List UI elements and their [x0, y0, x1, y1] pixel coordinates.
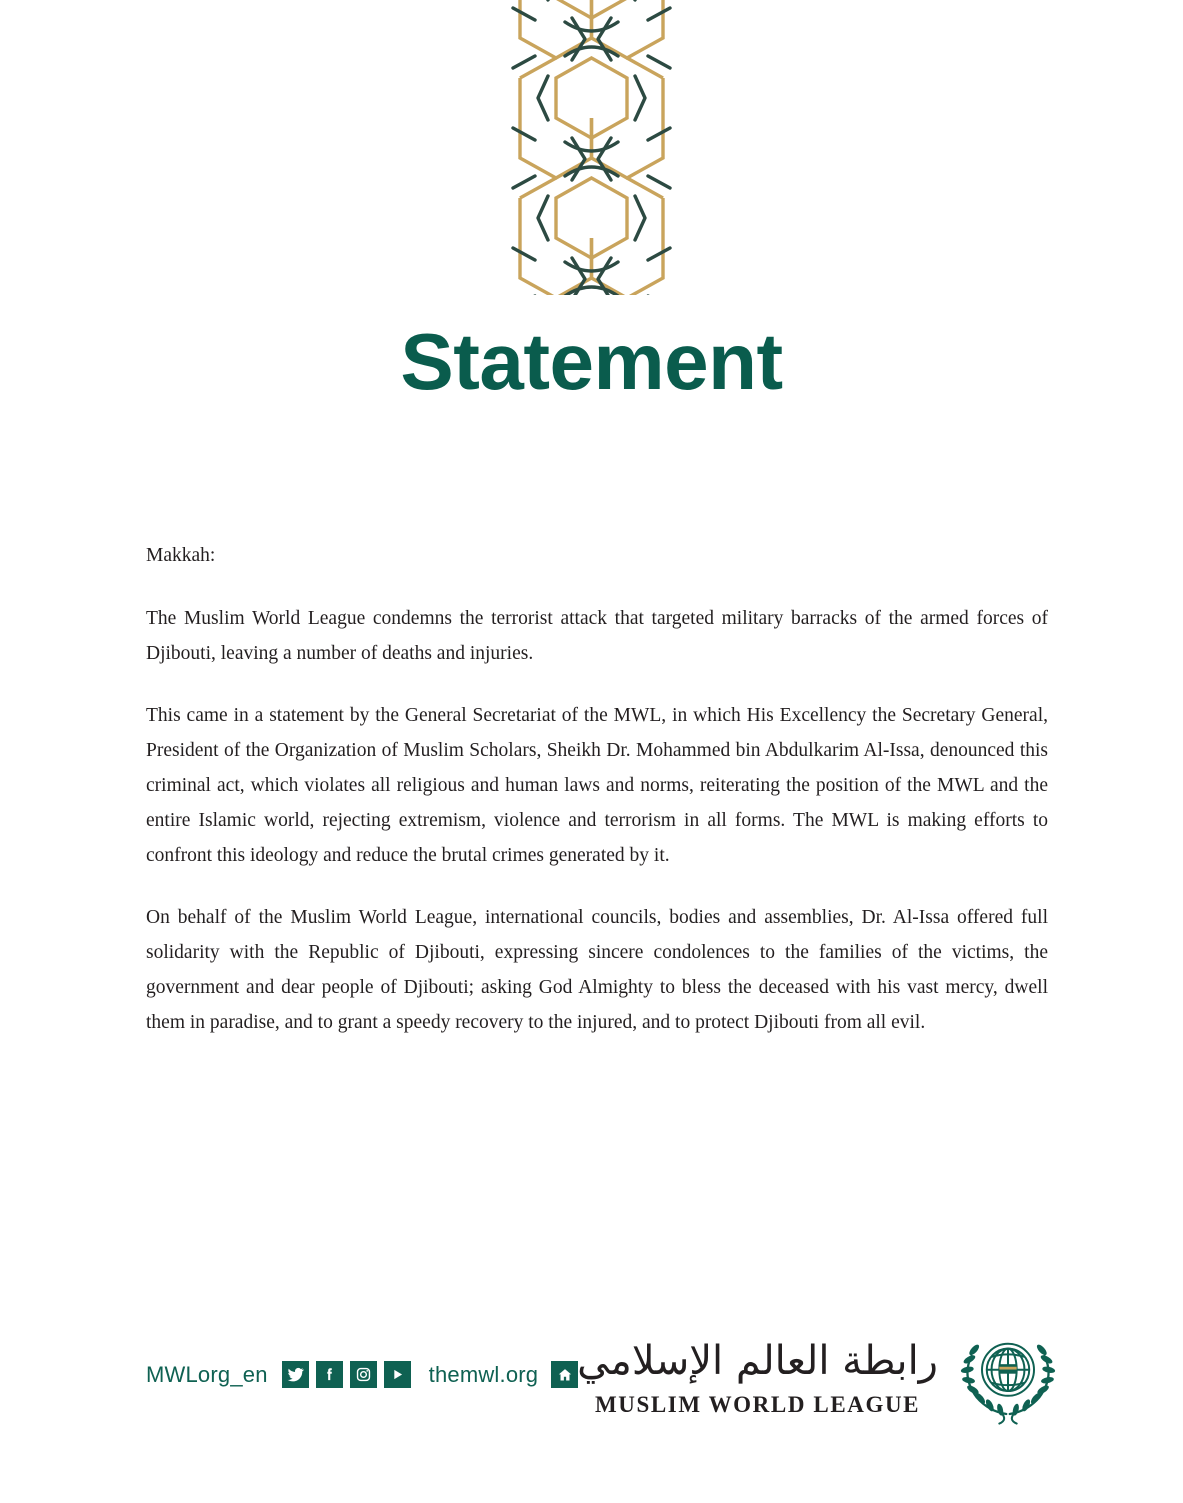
logo-wordmark	[577, 1332, 938, 1418]
twitter-icon[interactable]	[282, 1361, 309, 1388]
statement-paragraph-2: This came in a statement by the General Secretariat of the MWL, in which His Excellency the Secretary General, President of the Organization of Muslim Scholars, Sheikh Dr. Mohammed bin Abdulkarim Al-Issa, denounced this criminal act, which violates all religious and human laws and norms, reiterating the position of the MWL and the entire Islamic world, rejecting extremism, violence and terrorism in all forms. The MWL is making efforts to confront this ideology and reduce the brutal crimes generated by it.	[146, 705, 1048, 866]
statement-paragraph-1: The Muslim World League condemns the terrorist attack that targeted military barracks of the armed forces of Djibouti, leaving a number of deaths and injuries.	[146, 608, 1048, 664]
home-icon[interactable]	[551, 1361, 578, 1388]
globe-laurel-kaaba-emblem	[956, 1323, 1060, 1427]
social-handle: MWLorg_en	[146, 1361, 268, 1387]
islamic-geometric-pattern-svg	[0, 0, 1183, 300]
youtube-icon[interactable]	[384, 1361, 411, 1388]
facebook-icon[interactable]	[316, 1361, 343, 1388]
page-title: Statement	[400, 317, 783, 406]
logo-arabic-name: رابطة العالم الإسلامي	[577, 1338, 938, 1384]
mwl-logo	[577, 1323, 1060, 1427]
footer-social-bar	[146, 1361, 578, 1388]
statement-body	[146, 538, 1048, 1040]
page-footer	[0, 1303, 1183, 1503]
ornamental-header-band	[0, 0, 1183, 300]
dateline: Makkah:	[146, 545, 216, 566]
statement-paragraph-3: On behalf of the Muslim World League, international councils, bodies and assemblies, Dr. Al-Issa offered full solidarity with the Republic of Djibouti, expressing sincere condolences to the families of the victims, the government and dear people of Djibouti; asking God Almighty to bless the deceased with his vast mercy, dwell them in paradise, and to grant a speedy recovery to the injured, and to protect Djibouti from all evil.	[146, 907, 1048, 1033]
logo-latin-name: MUSLIM WORLD LEAGUE	[594, 1392, 921, 1417]
instagram-icon[interactable]	[350, 1361, 377, 1388]
website-url[interactable]: themwl.org	[428, 1361, 539, 1387]
social-icon-group	[282, 1361, 411, 1388]
